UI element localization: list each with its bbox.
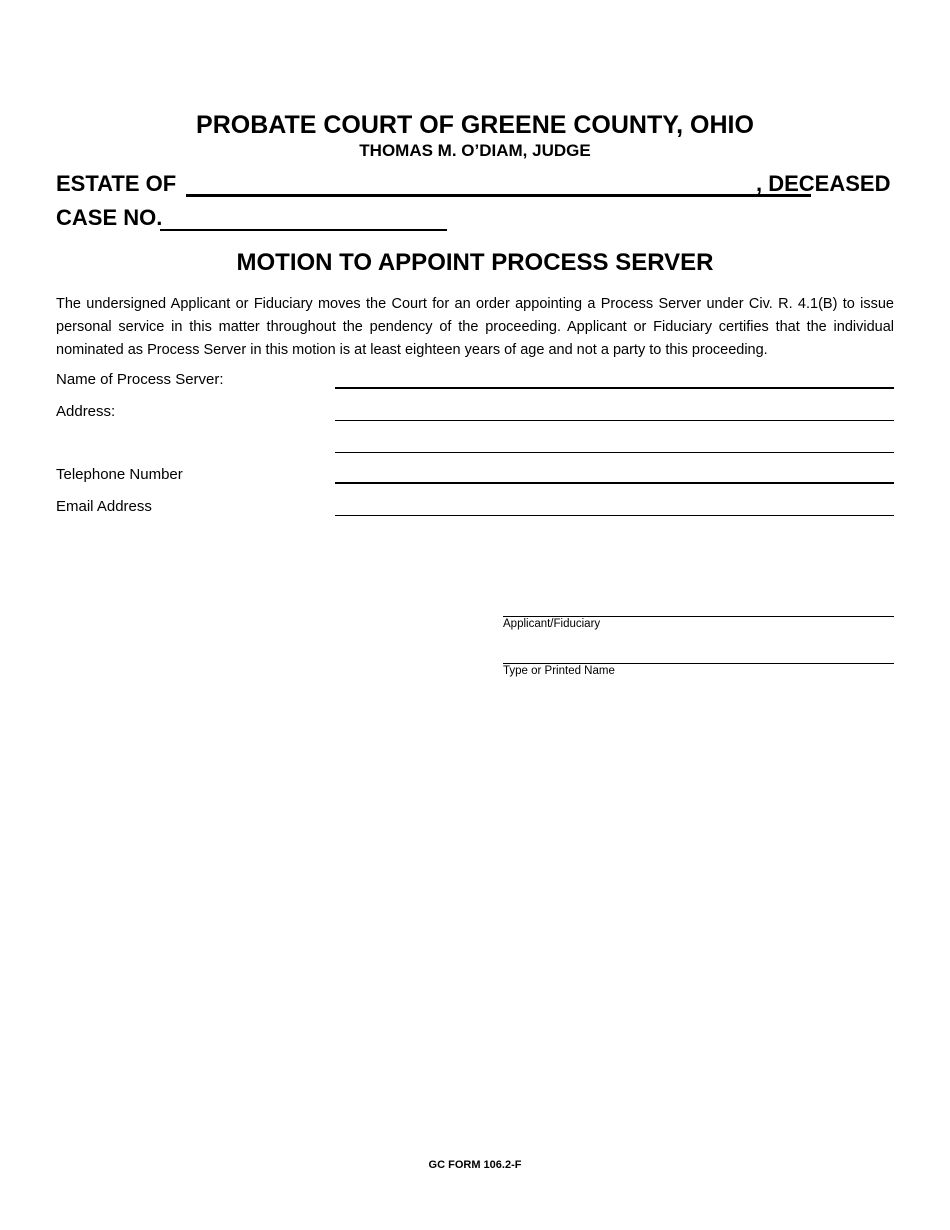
- court-title: PROBATE COURT OF GREENE COUNTY, OHIO: [196, 111, 754, 139]
- telephone-field[interactable]: [335, 482, 894, 484]
- process-server-name-field[interactable]: [335, 387, 894, 389]
- estate-name-field[interactable]: [186, 194, 811, 197]
- form-number: GC FORM 106.2-F: [428, 1159, 522, 1171]
- address-field-line-1[interactable]: [335, 420, 894, 421]
- process-server-name-label: Name of Process Server:: [56, 371, 224, 388]
- applicant-signature-label: Applicant/Fiduciary: [503, 618, 601, 630]
- email-label: Email Address: [56, 498, 152, 515]
- case-number-field[interactable]: [160, 229, 447, 231]
- address-label: Address:: [56, 403, 116, 420]
- telephone-label: Telephone Number: [56, 466, 183, 483]
- motion-body-text: The undersigned Applicant or Fiduciary moves the Court for an order appointing a Process Server under Civ. R. 4.1(B) to issue personal service in this matter throughout the pendency of the proceeding. Applicant or Fiduciary certifies that the individual nominated as Process Server in this motion is at least eighteen years of age and not a party to this proceeding.: [56, 296, 894, 358]
- email-field[interactable]: [335, 515, 894, 516]
- estate-of-label: ESTATE OF: [56, 171, 177, 196]
- estate-caption-row: [56, 170, 896, 198]
- case-number-row: [56, 204, 456, 232]
- judge-name: THOMAS M. O’DIAM, JUDGE: [359, 141, 591, 160]
- printed-name-label: Type or Printed Name: [503, 665, 615, 677]
- form-title: MOTION TO APPOINT PROCESS SERVER: [236, 249, 714, 276]
- deceased-label: , DECEASED: [756, 171, 891, 196]
- case-number-label: CASE NO.: [56, 205, 163, 230]
- address-field-line-2[interactable]: [335, 452, 894, 453]
